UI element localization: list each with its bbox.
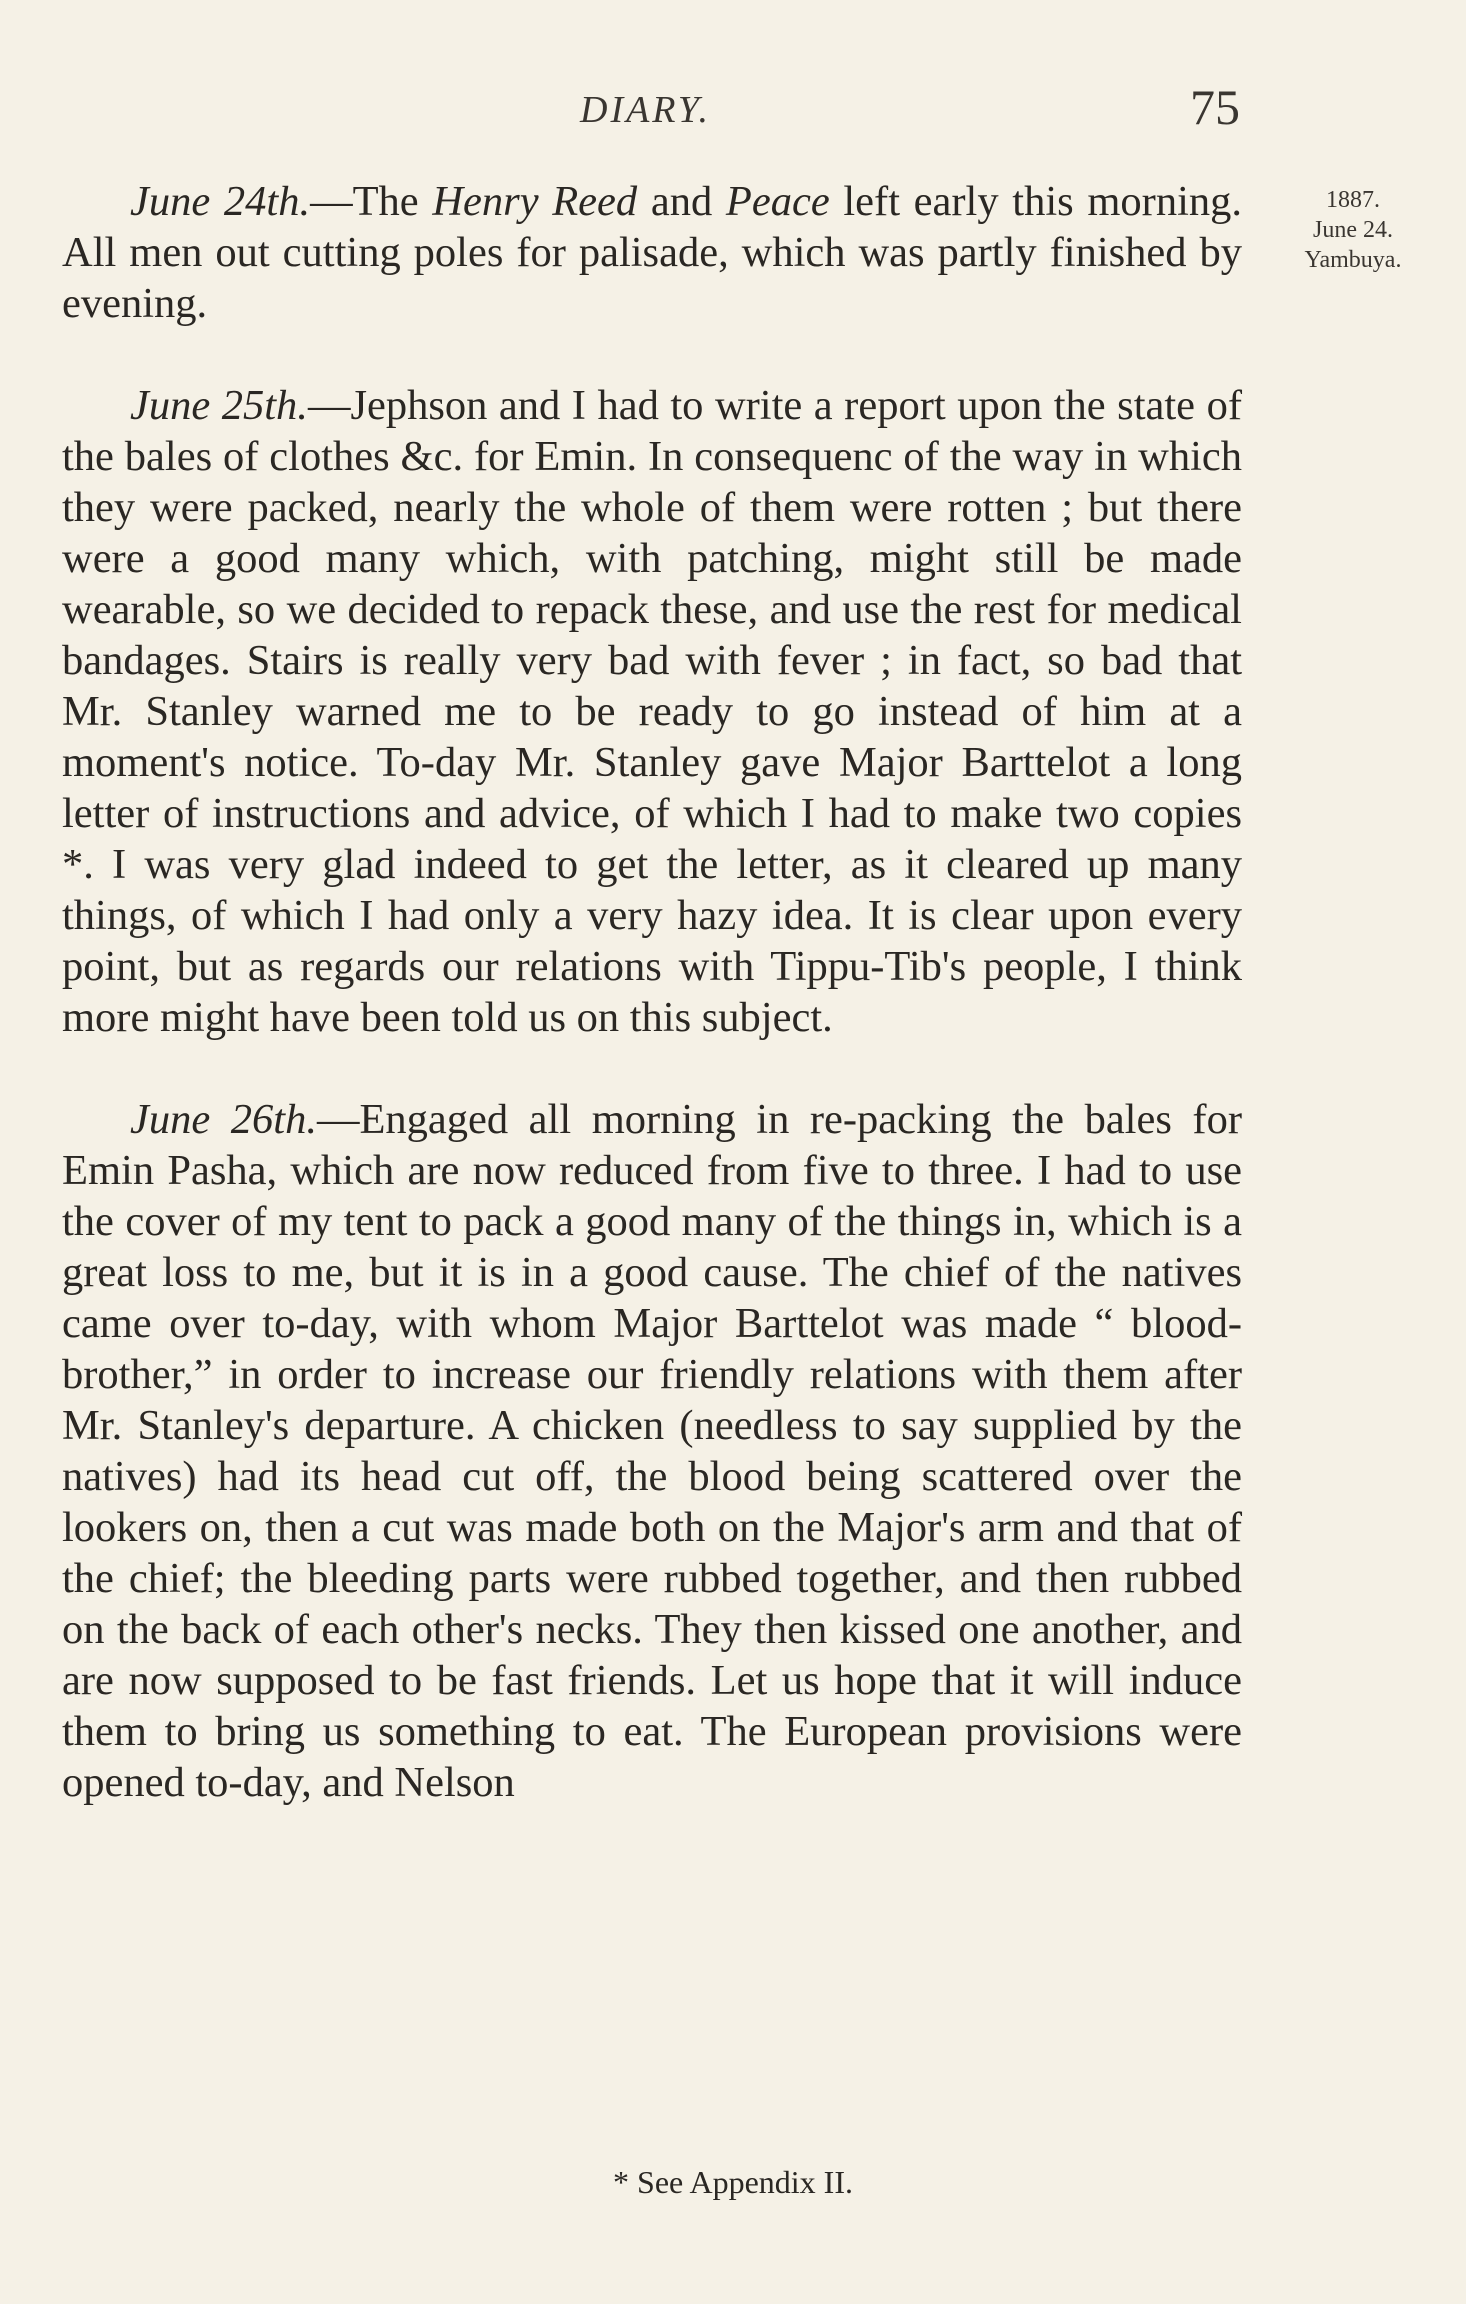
entry-text: left early this morning. All men out cutting poles for palisade, which was partly finished by evening. <box>62 178 1243 327</box>
entry-text: and <box>637 178 726 225</box>
boat-name-peace: Peace <box>725 178 830 225</box>
entry-date: June 25th. <box>130 382 308 429</box>
diary-entry-june-24 <box>62 176 1242 329</box>
entry-date: June 26th. <box>130 1096 317 1143</box>
entry-text: —Jephson and I had to write a report upon the state of the bales of clothes &c. for Emin. In consequenc of the way in which they were packed, nearly the whole of them were rotten ; but there were a good many which, with patching, might still be made wearable, so we decided to repack these, and use the rest for medical bandages. Stairs is really very bad with fever ; in fact, so bad that Mr. Stanley warned me to be ready to go instead of him at a moment's notice. To-day Mr. Stanley gave Major Barttelot a long letter of instructions and advice, of which I had to make two copies *. I was very glad indeed to get the letter, as it cleared up many things, of which I had only a very hazy idea. It is clear upon every point, but as regards our relations with Tippu-Tib's people, I think more might have been told us on this subject. <box>62 382 1242 1041</box>
entry-date: June 24th. <box>130 178 311 225</box>
diary-entry-june-26 <box>62 1094 1242 1808</box>
entry-text: —Engaged all morning in re-packing the bales for Emin Pasha, which are now reduced from five to three. I had to use the cover of my tent to pack a good many of the things in, which is a great loss to me, but it is in a good cause. The chief of the natives came over to-day, with whom Major Barttelot was made “ blood-brother,” in order to increase our friendly relations with them after Mr. Stanley's departure. A chicken (needless to say supplied by the natives) had its head cut off, the blood being scattered over the lookers on, then a cut was made both on the Major's arm and that of the chief; the bleeding parts were rubbed together, and then rubbed on the back of each other's necks. They then kissed one another, and are now supposed to be fast friends. Let us hope that it will induce them to bring us something to eat. The European provisions were opened to-day, and Nelson <box>62 1096 1242 1806</box>
running-head-title: DIARY. <box>580 89 711 131</box>
footnote: * See Appendix II. <box>613 2164 853 2200</box>
entry-text: —The <box>310 178 433 225</box>
diary-text <box>62 176 1242 1808</box>
page-number: 75 <box>1190 79 1240 135</box>
margin-note-date: June 24. <box>1313 217 1393 243</box>
running-head <box>0 78 1466 138</box>
diary-entry-june-25 <box>62 380 1242 1043</box>
margin-note-year: 1887. <box>1326 187 1380 213</box>
margin-note-place: Yambuya. <box>1304 247 1402 273</box>
margin-note <box>1278 185 1428 275</box>
boat-name-henry-reed: Henry Reed <box>432 178 638 225</box>
